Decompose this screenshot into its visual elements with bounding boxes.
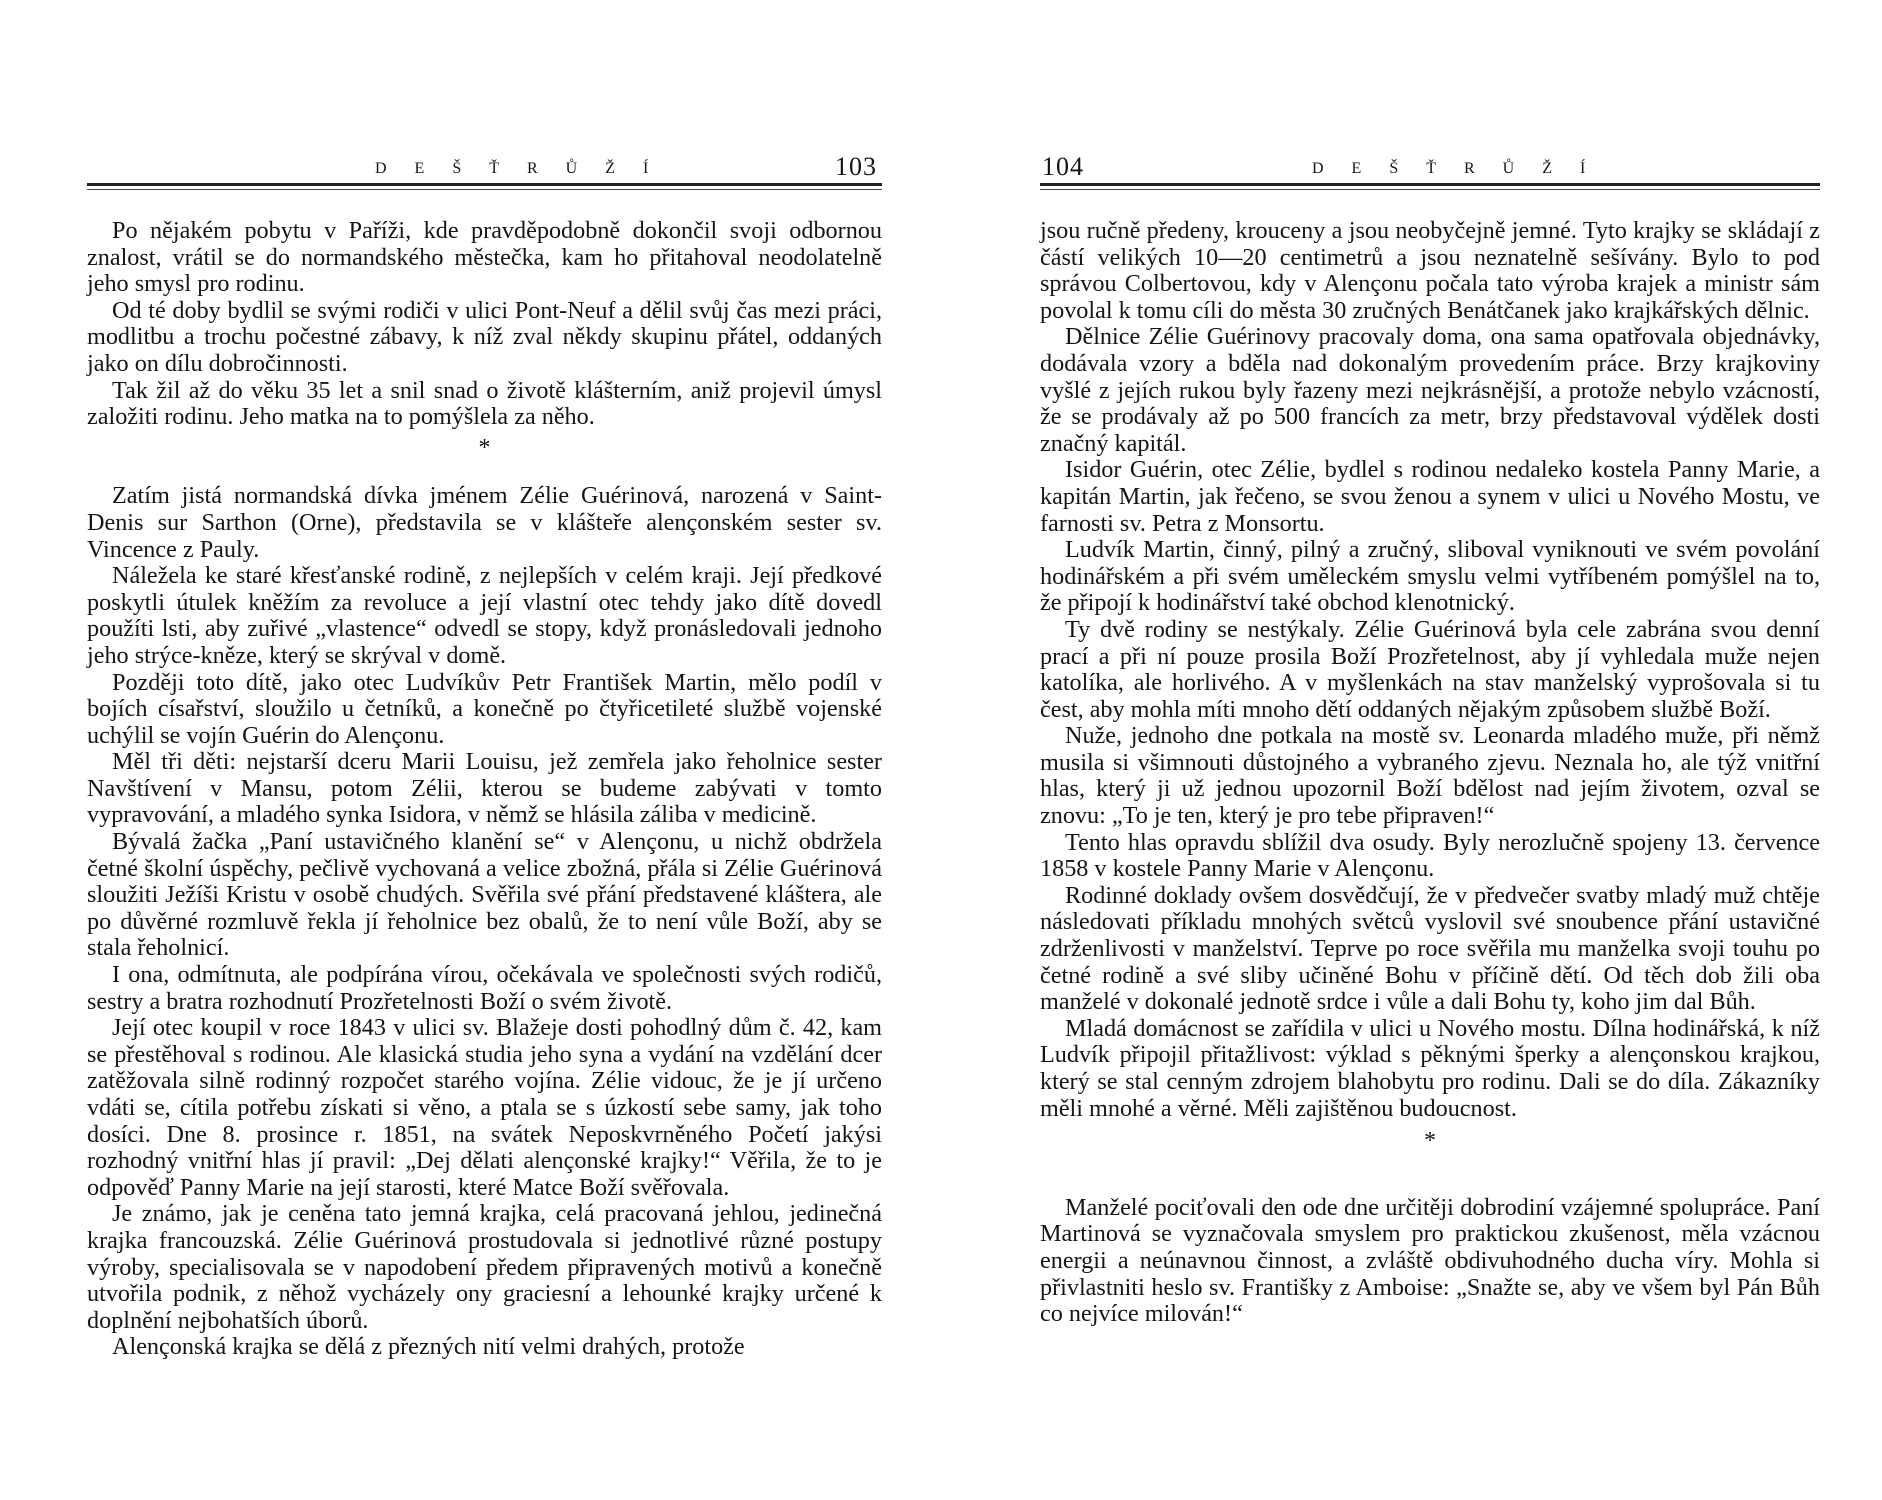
paragraph: I ona, odmítnuta, ale podpírána vírou, očekávala ve společnosti svých rodičů, sestry a bratra rozhodnutí Prozřetelnosti Boží o svém životě.: [87, 961, 882, 1015]
section-break: *: [1424, 1128, 1436, 1155]
header-rule: [1040, 183, 1820, 186]
paragraph: Isidor Guérin, otec Zélie, bydlel s rodinou nedaleko kostela Panny Marie, a kapitán Martin, jak řečeno, se svou ženou a synem v ulici u Nového Mostu, ve farnosti sv. Petra z Monsortu.: [1040, 456, 1820, 537]
paragraph: Alençonská krajka se dělá z přezných nití velmi drahých, protože: [112, 1333, 745, 1361]
paragraph: Po nějakém pobytu v Paříži, kde pravděpodobně dokončil svoji odbornou znalost, vrátil se do normandského městečka, kam ho přitahoval neodolatelně jeho smysl pro rodinu.: [87, 217, 882, 298]
paragraph: Bývalá žačka „Paní ustavičného klanění se“ v Alençonu, u nichž obdržela četné školní úspěchy, pečlivě vychovaná a velice zbožná, přála si Zélie Guérinová sloužiti Ježíši Kristu v osobě chudých. Svěřila své přání představené kláštera, ale po důvěrné rozmluvě řekla jí řeholnice bez obalů, že to není vůle Boží, aby se stala řeholnicí.: [87, 828, 882, 962]
paragraph: Nuže, jednoho dne potkala na mostě sv. Leonarda mladého muže, při němž musila si všimnouti důstojného a vybraného zjevu. Neznala ho, ale týž vnitřní hlas, který ji už jednou upozornil Boží bdělost nad jejím životem, ozval se znovu: „To je ten, který je pro tebe připraven!“: [1040, 722, 1820, 830]
left-page: [87, 0, 882, 1500]
paragraph: Od té doby bydlil se svými rodiči v ulici Pont-Neuf a dělil svůj čas mezi práci, modlitbu a trochu počestné zábavy, k níž zval někdy skupinu přátel, oddaných jako on dílu dobročinnosti.: [87, 296, 882, 377]
paragraph: Její otec koupil v roce 1843 v ulici sv. Blažeje dosti pohodlný dům č. 42, kam se přestěhoval s rodinou. Ale klasická studia jeho syna a vydání na vzdělání dcer zatěžovala silně rodinný rozpočet starého vojína. Zélie vidouc, že je jí určeno vdáti se, cítila potřebu získati si věno, a ptala se s úzkostí sebe samy, jak toho dosíci. Dne 8. prosince r. 1851, na svátek Neposkvrněného Početí jakýsi rozhodný vnitřní hlas jí pravil: „Dej dělati alençonské krajky!“ Věřila, že to je odpověď Panny Marie na její starosti, které Matce Boží svěřovala.: [87, 1014, 882, 1201]
paragraph: Zatím jistá normandská dívka jménem Zélie Guérinová, narozená v Saint-Denis sur Sarthon (Orne), představila se v klášteře alençonském sester sv. Vincence z Pauly.: [87, 482, 882, 563]
paragraph: Ludvík Martin, činný, pilný a zručný, sliboval vyniknouti ve svém povolání hodinářském a při svém uměleckém smyslu velmi vytříbeném pomýšlel na to, že připojí k hodinářství také obchod klenotnický.: [1040, 536, 1820, 617]
paragraph: Tak žil až do věku 35 let a snil snad o životě klášterním, aniž projevil úmysl založiti rodinu. Jeho matka na to pomýšlela za něho.: [87, 376, 882, 431]
paragraph: Je známo, jak je ceněna tato jemná krajka, celá pracovaná jehlou, jedinečná krajka francouzská. Zélie Guérinová prostudovala si jednotlivé různé postupy výroby, specialisovala se v napodobení předem připravených motivů a konečně utvořila podnik, z něhož vycházely ony graciesní a lehounké krajky určené k doplnění nejbohatších úborů.: [87, 1200, 882, 1334]
body-text: [1040, 218, 1820, 1328]
header-rule: [87, 183, 882, 186]
running-head: [87, 152, 882, 182]
paragraph: jsou ručně předeny, krouceny a jsou neobyčejně jemné. Tyto krajky se skládají z částí velikých 10—20 centimetrů a jsou neznatelně sešívány. Bylo to pod správou Colbertovou, kdy v Alençonu počala tato výroba krajek a ministr sám povolal k tomu cíli do města 30 zručných Benátčanek jako krajkářských dělnic.: [1040, 217, 1820, 324]
paragraph: Tento hlas opravdu sblížil dva osudy. Byly nerozlučně spojeny 13. července 1858 v kostele Panny Marie v Alençonu.: [1040, 828, 1820, 883]
right-page: [1040, 0, 1820, 1500]
body-text: [87, 218, 882, 1361]
paragraph: Ty dvě rodiny se nestýkaly. Zélie Guérinová byla cele zabrána svou denní prací a při ní pouze prosila Boží Prozřetelnost, aby jí vyhledala muže nejen katolíka, ale horlivého. A v myšlenkách na stav manželský vyprošovala si tu čest, aby mohla míti mnoho dětí oddaných nějakým způsobem službě Boží.: [1040, 615, 1820, 723]
running-head: [1040, 152, 1820, 182]
header-rule-thin: [87, 189, 882, 190]
paragraph: Měl tři děti: nejstarší dceru Marii Louisu, jež zemřela jako řeholnice sester Navštívení v Mansu, potom Zélii, kterou se budeme zabývati v tomto vypravování, a mladého synka Isidora, v němž se hlásila záliba v medicině.: [87, 748, 882, 829]
page-number: 103: [835, 152, 877, 181]
paragraph: Později toto dítě, jako otec Ludvíkův Petr František Martin, mělo podíl v bojích císařství, sloužilo u četníků, a konečně po čtyřicetileté službě vojenské uchýlil se vojín Guérin do Alençonu.: [87, 668, 882, 749]
running-title: D E Š Ť R Ů Ž Í: [375, 160, 661, 177]
section-break: *: [478, 434, 491, 461]
page-number: 104: [1042, 152, 1084, 181]
paragraph: Mladá domácnost se zařídila v ulici u Nového mostu. Dílna hodinářská, k níž Ludvík připojil přitažlivost: výklad s pěknými šperky a alençonskou krajkou, který se stal cenným zdrojem blahobytu pro rodinu. Dali se do díla. Zákazníky měli mnohé a věrné. Měli zajištěnou budoucnost.: [1040, 1014, 1820, 1122]
paragraph: Náležela ke staré křesťanské rodině, z nejlepších v celém kraji. Její předkové poskytli útulek kněžím za revoluce a její vlastní otec tehdy jako dítě dovedl použíti lsti, aby zuřivé „vlastence“ odvedl se stopy, když pronásledovali jednoho jeho strýce-kněze, který se skrýval v domě.: [87, 562, 882, 669]
running-title: D E Š Ť R Ů Ž Í: [1312, 160, 1598, 177]
header-rule-thin: [1040, 189, 1820, 190]
paragraph: Dělnice Zélie Guérinovy pracovaly doma, ona sama opatřovala objednávky, dodávala vzory a bděla nad dokonalým provedením práce. Brzy krajkoviny vyšlé z jejích rukou byly řazeny mezi nejkrásnější, a protože nebylo vzácností, že se prodávaly až po 500 francích za metr, brzy představoval výdělek dosti značný kapitál.: [1040, 323, 1820, 457]
paragraph: Rodinné doklady ovšem dosvědčují, že v předvečer svatby mladý muž chtěje následovati příkladu mnohých světců vyslovil své snoubence přání ustavičné zdrženlivosti v manželství. Teprve po roce svěřila mu manželka svoji touhu po četné rodině a své sliby učiněné Bohu v příčině dětí. Od těch dob žili oba manželé v dokonalé jednotě srdce i vůle a dali Bohu ty, koho jim dal Bůh.: [1040, 881, 1820, 1016]
paragraph: Manželé pociťovali den ode dne určitěji dobrodiní vzájemné spolupráce. Paní Martinová se vyznačovala smyslem pro praktickou zkušenost, měla vzácnou energii a neúnavnou činnost, a zvláště obdivuhodného ducha víry. Mohla si přivlastniti heslo sv. Františky z Amboise: „Snažte se, aby ve všem byl Pán Bůh co nejvíce milován!“: [1040, 1193, 1820, 1328]
